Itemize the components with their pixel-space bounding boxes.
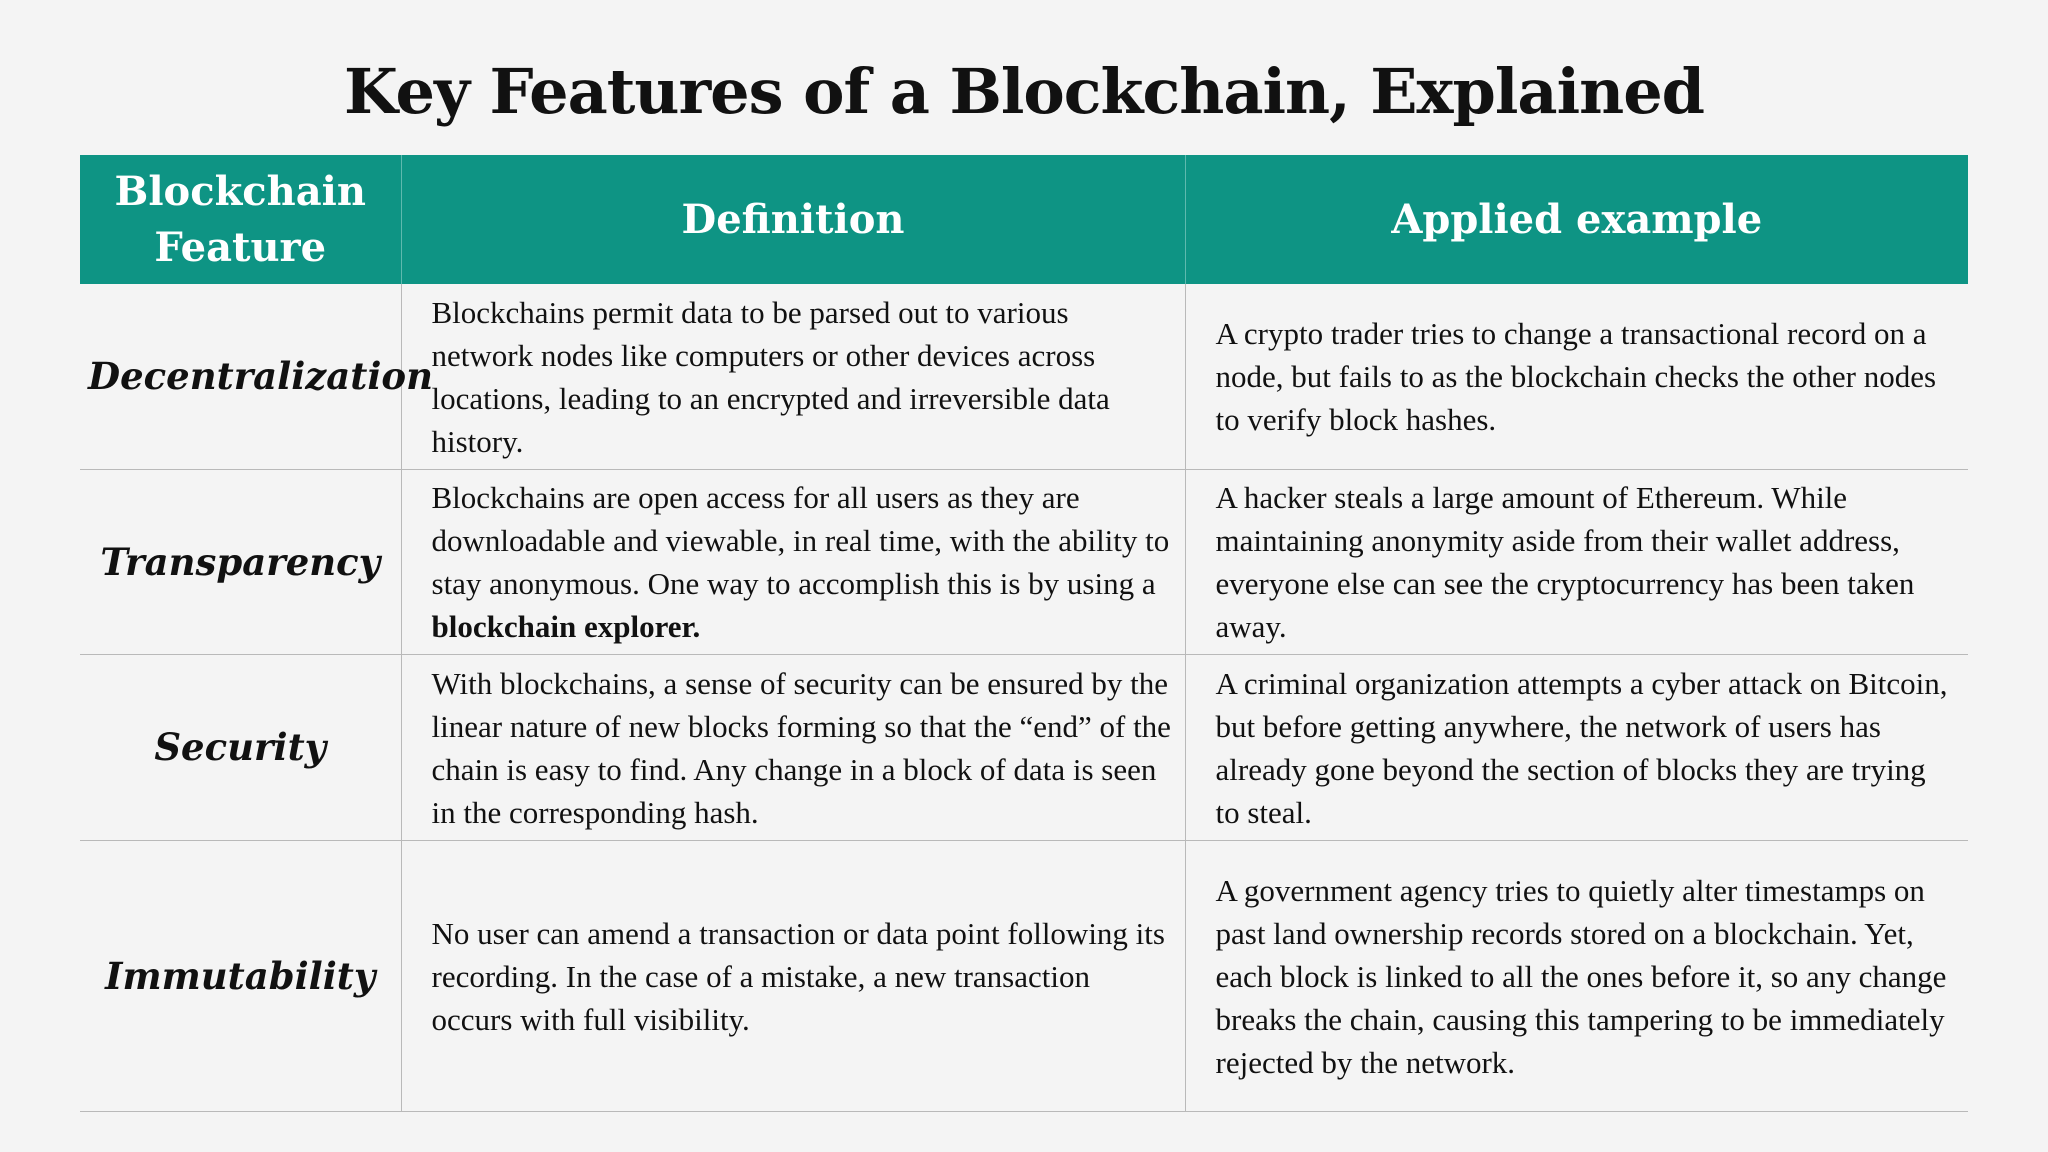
table-row	[80, 655, 1968, 841]
page-title: Key Features of a Blockchain, Explained	[343, 55, 1705, 128]
example-cell: A criminal organization attempts a cyber attack on Bitcoin, but before getting anywhere, the network of users has already gone beyond the section of blocks they are trying to steal.	[1185, 655, 1968, 841]
header-definition: Definition	[401, 155, 1185, 284]
example-cell: A government agency tries to quietly alter timestamps on past land ownership records stored on a blockchain. Yet, each block is linked to all the ones before it, so any change breaks the chain, causing this tampering to be immediately rejected by the network.	[1185, 841, 1968, 1112]
table-header	[80, 155, 1968, 284]
table-body	[80, 284, 1968, 1112]
definition-text: Blockchains are open access for all users as they are downloadable and viewable, in real time, with the ability to stay anonymous. One way to accomplish this is by using a	[431, 480, 1170, 601]
feature-name: Decentralization	[80, 284, 401, 470]
feature-name: Security	[80, 655, 401, 841]
feature-name: Transparency	[80, 470, 401, 655]
example-cell: A crypto trader tries to change a transactional record on a node, but fails to as the blockchain checks the other nodes to verify block hashes.	[1185, 284, 1968, 470]
example-cell: A hacker steals a large amount of Ethereum. While maintaining anonymity aside from their wallet address, everyone else can see the cryptocurrency has been taken away.	[1185, 470, 1968, 655]
feature-name: Immutability	[80, 841, 401, 1112]
features-table	[80, 155, 1968, 1112]
table-row	[80, 470, 1968, 655]
table-row	[80, 841, 1968, 1112]
definition-cell: Blockchains permit data to be parsed out to various network nodes like computers or other devices across locations, leading to an encrypted and irreversible data history.	[401, 284, 1185, 470]
table-row	[80, 284, 1968, 470]
definition-cell: With blockchains, a sense of security can be ensured by the linear nature of new blocks forming so that the “end” of the chain is easy to find. Any change in a block of data is seen in the corresponding hash.	[401, 655, 1185, 841]
definition-cell: No user can amend a transaction or data point following its recording. In the case of a mistake, a new transaction occurs with full visibility.	[401, 841, 1185, 1112]
header-row	[80, 155, 1968, 284]
definition-cell	[401, 470, 1185, 655]
header-example: Applied example	[1185, 155, 1968, 284]
header-feature: Blockchain Feature	[80, 155, 401, 284]
blockchain-explorer-term: blockchain explorer.	[431, 609, 701, 644]
